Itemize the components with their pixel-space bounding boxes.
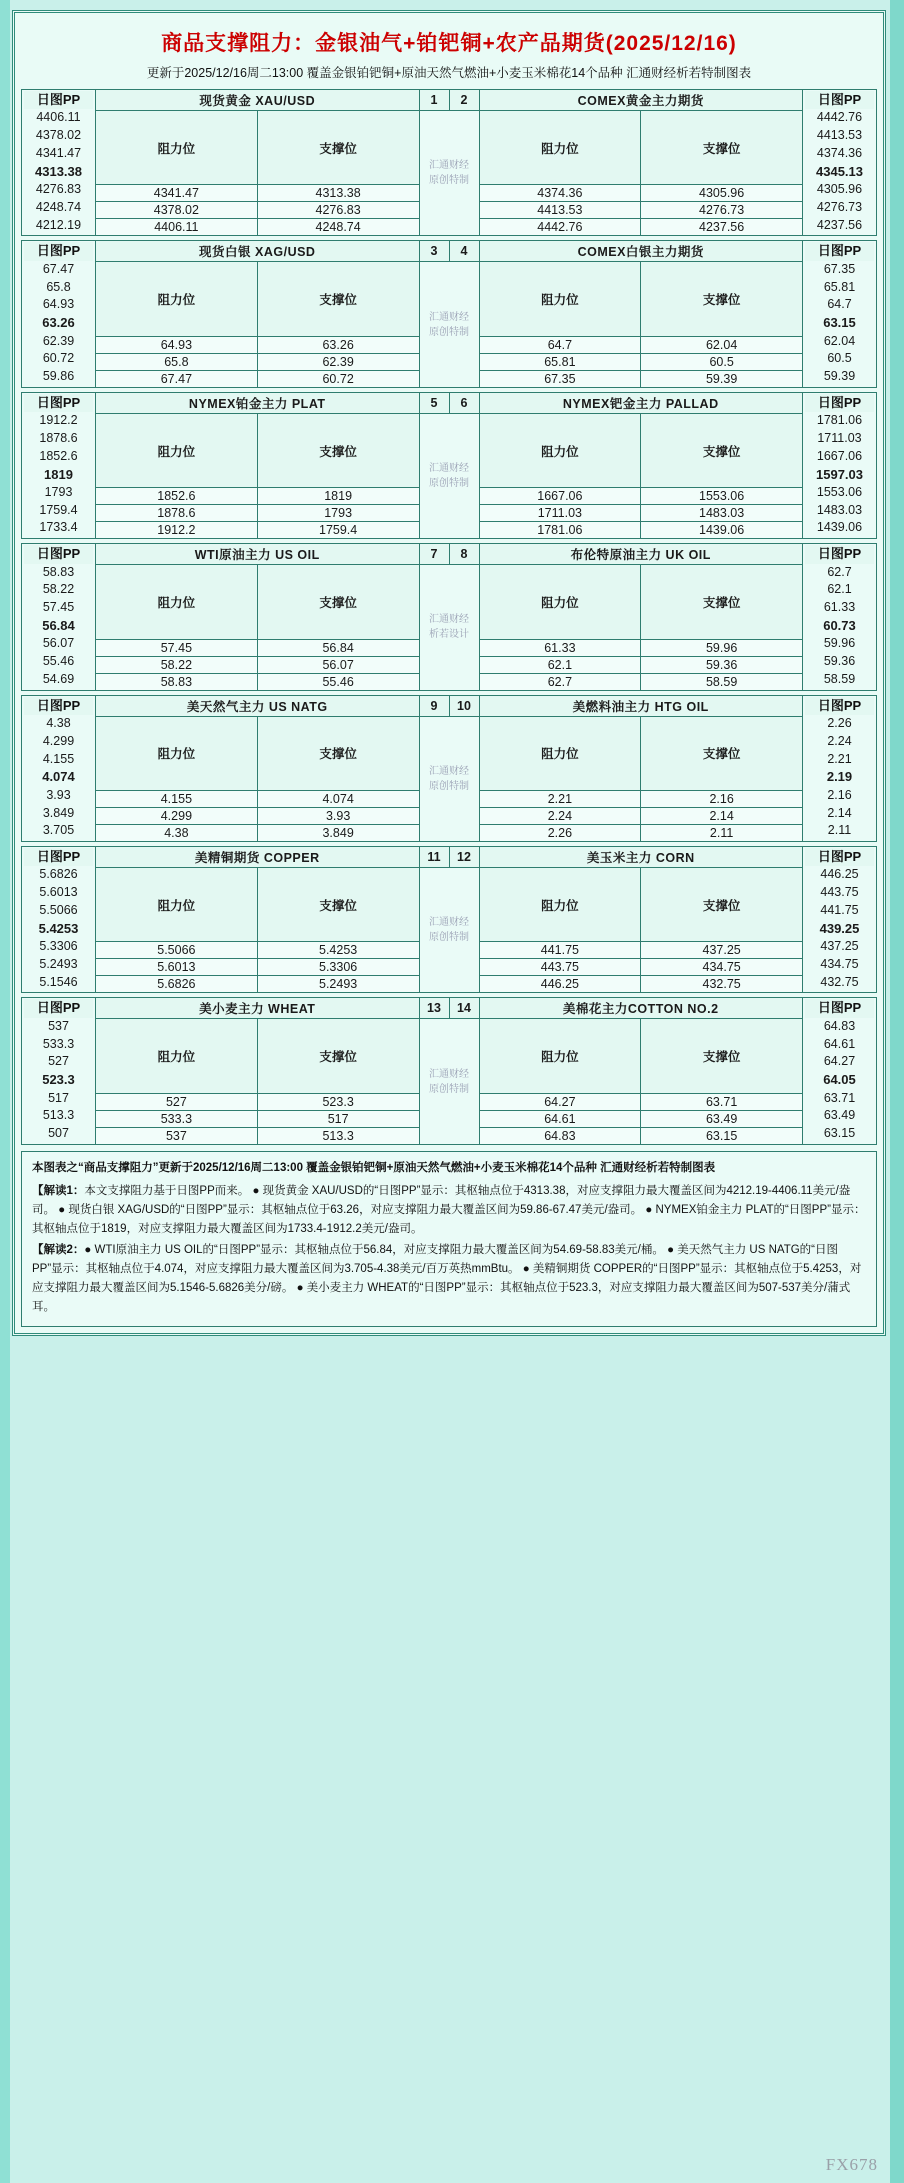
watermark-center: 汇通财经 原创特制 [419, 413, 479, 538]
block-index-right: 2 [449, 90, 479, 111]
pp-value: 3.93 [46, 787, 71, 802]
resistance-value-left: 5.5066 [96, 942, 258, 959]
pp-value: 60.73 [823, 617, 856, 633]
col-header-support-right: 支撑位 [641, 1019, 803, 1093]
pp-value: 1759.4 [39, 502, 78, 517]
pp-value: 64.61 [823, 1036, 856, 1051]
resistance-value-left: 58.22 [96, 656, 258, 673]
pp-header-left: 日图PP [24, 848, 93, 866]
pp-value: 4276.73 [816, 199, 863, 214]
blocks-container [21, 89, 877, 1145]
pp-value: 64.83 [823, 1018, 856, 1033]
pp-header-right: 日图PP [805, 848, 874, 866]
pp-value: 65.81 [823, 279, 856, 294]
pp-value: 55.46 [42, 654, 75, 669]
pp-column-right [803, 392, 877, 538]
col-header-resistance-left: 阻力位 [96, 716, 258, 790]
pp-value: 1781.06 [816, 413, 863, 428]
block-index-right: 14 [449, 998, 479, 1019]
pp-value: 62.1 [827, 582, 852, 597]
instrument-block [21, 89, 877, 236]
col-header-resistance-right: 阻力位 [479, 716, 641, 790]
pp-header-right: 日图PP [805, 999, 874, 1017]
pp-header-right: 日图PP [805, 697, 874, 715]
footnote-note-2 [32, 1241, 866, 1317]
resistance-value-left: 527 [96, 1093, 258, 1110]
resistance-value-right: 61.33 [479, 639, 641, 656]
resistance-value-right: 2.21 [479, 791, 641, 808]
pp-value: 2.24 [827, 733, 852, 748]
pp-value: 2.21 [827, 751, 852, 766]
pp-value: 1483.03 [816, 502, 863, 517]
pp-value: 513.3 [42, 1108, 75, 1123]
pp-value: 1819 [44, 466, 73, 482]
pp-value: 59.39 [823, 369, 856, 384]
resistance-value-left: 4378.02 [96, 202, 258, 219]
pp-value: 432.75 [820, 974, 859, 989]
col-header-support-left: 支撑位 [257, 111, 419, 185]
watermark-center: 汇通财经 析若设计 [419, 565, 479, 690]
resistance-value-right: 446.25 [479, 976, 641, 993]
pp-value: 64.27 [823, 1054, 856, 1069]
resistance-value-left: 65.8 [96, 353, 258, 370]
support-value-left: 3.93 [257, 808, 419, 825]
pp-value: 4313.38 [35, 163, 82, 179]
support-value-left: 4.074 [257, 791, 419, 808]
pp-value: 59.36 [823, 654, 856, 669]
support-value-left: 62.39 [257, 353, 419, 370]
pp-value: 537 [48, 1018, 69, 1033]
pp-value: 1667.06 [816, 448, 863, 463]
resistance-value-right: 4374.36 [479, 185, 641, 202]
pp-value: 5.1546 [39, 974, 78, 989]
pp-value: 2.19 [826, 769, 853, 785]
pp-value: 64.7 [827, 297, 852, 312]
footnote-box [21, 1151, 877, 1327]
resistance-value-left: 5.6826 [96, 976, 258, 993]
pp-column-left [22, 544, 96, 690]
block-index-left: 13 [419, 998, 449, 1019]
support-value-right: 2.16 [641, 791, 803, 808]
instrument-name-left: WTI原油主力 US OIL [96, 544, 420, 565]
support-value-right: 1483.03 [641, 505, 803, 522]
resistance-value-left: 58.83 [96, 673, 258, 690]
pp-value: 56.07 [42, 636, 75, 651]
resistance-value-right: 62.7 [479, 673, 641, 690]
pp-column-left [22, 90, 96, 236]
pp-column-right [803, 90, 877, 236]
col-header-support-left: 支撑位 [257, 716, 419, 790]
instrument-name-right: 美棉花主力COTTON NO.2 [479, 998, 803, 1019]
pp-value: 59.86 [42, 369, 75, 384]
pp-value: 4374.36 [816, 145, 863, 160]
pp-column-left [22, 392, 96, 538]
pp-value: 64.05 [823, 1072, 856, 1088]
resistance-value-right: 1711.03 [479, 505, 641, 522]
pp-value: 437.25 [820, 939, 859, 954]
pp-value: 4345.13 [816, 163, 863, 179]
pp-column-right [803, 241, 877, 387]
instrument-name-right: NYMEX钯金主力 PALLAD [479, 392, 803, 413]
block-index-right: 12 [449, 847, 479, 868]
pp-value: 4.38 [46, 716, 71, 731]
pp-value: 63.15 [823, 315, 856, 331]
col-header-resistance-right: 阻力位 [479, 413, 641, 487]
support-value-right: 4305.96 [641, 185, 803, 202]
support-value-right: 1553.06 [641, 488, 803, 505]
col-header-resistance-left: 阻力位 [96, 565, 258, 639]
support-value-right: 59.39 [641, 370, 803, 387]
support-value-right: 1439.06 [641, 522, 803, 539]
block-index-left: 7 [419, 544, 449, 565]
pp-value: 4406.11 [36, 110, 81, 125]
block-index-right: 8 [449, 544, 479, 565]
pp-value: 62.7 [827, 564, 852, 579]
pp-value: 3.705 [42, 823, 75, 838]
support-value-right: 63.15 [641, 1127, 803, 1144]
page-subtitle: 更新于2025/12/16周二13:00 覆盖金银铂钯铜+原油天然气燃油+小麦玉米棉花14个品种 汇通财经析若特制图表 [146, 66, 752, 80]
support-value-right: 2.14 [641, 808, 803, 825]
pp-value: 5.2493 [39, 956, 78, 971]
block-index-right: 6 [449, 392, 479, 413]
pp-header-right: 日图PP [805, 394, 874, 412]
pp-value: 67.35 [823, 261, 856, 276]
col-header-resistance-left: 阻力位 [96, 868, 258, 942]
pp-value: 2.11 [827, 823, 852, 838]
support-value-left: 5.4253 [257, 942, 419, 959]
resistance-value-left: 5.6013 [96, 959, 258, 976]
pp-value: 5.6826 [39, 867, 78, 882]
col-header-resistance-right: 阻力位 [479, 565, 641, 639]
resistance-value-left: 67.47 [96, 370, 258, 387]
col-header-support-left: 支撑位 [257, 413, 419, 487]
support-value-left: 56.07 [257, 656, 419, 673]
pp-value: 5.3306 [39, 939, 78, 954]
col-header-support-right: 支撑位 [641, 868, 803, 942]
pp-value: 439.25 [819, 920, 860, 936]
support-value-left: 523.3 [257, 1093, 419, 1110]
instrument-name-left: 美天然气主力 US NATG [96, 695, 420, 716]
pp-value: 441.75 [820, 902, 859, 917]
pp-header-left: 日图PP [24, 697, 93, 715]
pp-value: 63.26 [42, 315, 75, 331]
pp-column-left [22, 695, 96, 841]
instrument-block [21, 240, 877, 387]
pp-column-right [803, 695, 877, 841]
pp-value: 4378.02 [35, 128, 82, 143]
support-value-left: 5.2493 [257, 976, 419, 993]
pp-value: 4442.76 [816, 110, 863, 125]
block-index-left: 11 [419, 847, 449, 868]
support-value-right: 63.49 [641, 1110, 803, 1127]
pp-header-left: 日图PP [24, 999, 93, 1017]
resistance-value-right: 64.83 [479, 1127, 641, 1144]
pp-header-left: 日图PP [24, 91, 93, 109]
pp-value: 533.3 [42, 1036, 75, 1051]
pp-value: 523.3 [42, 1072, 75, 1088]
pp-column-right [803, 847, 877, 993]
instrument-name-right: COMEX黄金主力期货 [479, 90, 803, 111]
pp-value: 63.15 [823, 1126, 856, 1141]
pp-value: 4248.74 [35, 199, 82, 214]
watermark-center: 汇通财经 原创特制 [419, 111, 479, 236]
block-index-right: 10 [449, 695, 479, 716]
block-index-left: 3 [419, 241, 449, 262]
resistance-value-right: 62.1 [479, 656, 641, 673]
chart-frame [12, 10, 886, 1336]
footnote-note-1-text: 本文支撑阻力基于日图PP而来。 ● 现货黄金 XAU/USD的“日图PP”显示：其枢轴点位于4313.38，对应支撑阻力最大覆盖区间为4212.19-4406.11美元/盎司。 ● 现货白银 XAG/USD的“日图PP”显示：其枢轴点位于63.26，对应支撑阻力最大覆盖区间为59.86-67.47美元/盎司。 ● NYMEX铂金主力 PLAT的“日图PP”显示：其枢轴点位于1819，对应支撑阻力最大覆盖区间为1733.4-1912.2美元/盎司。 [32, 1184, 866, 1235]
pp-header-left: 日图PP [24, 545, 93, 563]
instrument-name-left: 现货黄金 XAU/USD [96, 90, 420, 111]
pp-value: 446.25 [820, 867, 859, 882]
pp-value: 4.299 [42, 733, 75, 748]
pp-value: 4237.56 [816, 217, 863, 232]
col-header-resistance-right: 阻力位 [479, 111, 641, 185]
footnote-note-2-text: ● WTI原油主力 US OIL的“日图PP”显示：其枢轴点位于56.84，对应支撑阻力最大覆盖区间为54.69-58.83美元/桶。 ● 美天然气主力 US NATG的“日图PP”显示：其枢轴点位于4.074，对应支撑阻力最大覆盖区间为3.705-4.38美元/百万英热mmBtu。 ● 美精铜期货 COPPER的“日图PP”显示：其枢轴点位于5.4253，对应支撑阻力最大覆盖区间为5.1546-5.6826美分/磅。 ● 美小麦主力 WHEAT的“日图PP”显示：其枢轴点位于523.3，对应支撑阻力最大覆盖区间为507-537美分/蒲式耳。 [32, 1243, 862, 1313]
footnote-note-1 [32, 1182, 866, 1239]
pp-value: 57.45 [42, 600, 75, 615]
resistance-value-left: 537 [96, 1127, 258, 1144]
watermark-center: 汇通财经 原创特制 [419, 262, 479, 387]
col-header-support-left: 支撑位 [257, 1019, 419, 1093]
pp-header-right: 日图PP [805, 242, 874, 260]
pp-value: 1852.6 [39, 448, 78, 463]
support-value-left: 513.3 [257, 1127, 419, 1144]
support-value-left: 63.26 [257, 336, 419, 353]
pp-value: 1793 [44, 484, 73, 499]
support-value-right: 4276.73 [641, 202, 803, 219]
pp-value: 4212.19 [35, 217, 82, 232]
support-value-right: 58.59 [641, 673, 803, 690]
resistance-value-left: 533.3 [96, 1110, 258, 1127]
resistance-value-left: 4.155 [96, 791, 258, 808]
support-value-left: 60.72 [257, 370, 419, 387]
resistance-value-right: 4442.76 [479, 219, 641, 236]
pp-value: 54.69 [42, 671, 75, 686]
watermark-center: 汇通财经 原创特制 [419, 716, 479, 841]
col-header-support-right: 支撑位 [641, 413, 803, 487]
pp-value: 58.83 [42, 564, 75, 579]
resistance-value-right: 64.27 [479, 1093, 641, 1110]
pp-value: 58.22 [42, 582, 75, 597]
resistance-value-right: 64.61 [479, 1110, 641, 1127]
block-index-left: 9 [419, 695, 449, 716]
instrument-name-right: 布伦特原油主力 UK OIL [479, 544, 803, 565]
resistance-value-right: 2.26 [479, 825, 641, 842]
pp-value: 1553.06 [816, 484, 863, 499]
instrument-name-left: 美精铜期货 COPPER [96, 847, 420, 868]
footnote-note-1-label: 【解读1： [32, 1184, 85, 1197]
pp-column-left [22, 241, 96, 387]
pp-value: 434.75 [820, 956, 859, 971]
col-header-resistance-right: 阻力位 [479, 868, 641, 942]
support-value-left: 1759.4 [257, 522, 419, 539]
instrument-block [21, 392, 877, 539]
pp-header-right: 日图PP [805, 545, 874, 563]
resistance-value-right: 4413.53 [479, 202, 641, 219]
pp-value: 60.72 [42, 351, 75, 366]
pp-column-right [803, 998, 877, 1144]
support-value-right: 63.71 [641, 1093, 803, 1110]
instrument-name-right: 美燃料油主力 HTG OIL [479, 695, 803, 716]
col-header-resistance-left: 阻力位 [96, 413, 258, 487]
pp-header-left: 日图PP [24, 394, 93, 412]
resistance-value-right: 1667.06 [479, 488, 641, 505]
block-index-right: 4 [449, 241, 479, 262]
resistance-value-right: 1781.06 [479, 522, 641, 539]
pp-value: 2.16 [827, 787, 852, 802]
support-value-right: 2.11 [641, 825, 803, 842]
support-value-right: 4237.56 [641, 219, 803, 236]
pp-value: 67.47 [42, 261, 75, 276]
instrument-name-left: NYMEX铂金主力 PLAT [96, 392, 420, 413]
pp-value: 3.849 [42, 805, 75, 820]
support-value-right: 434.75 [641, 959, 803, 976]
support-value-right: 432.75 [641, 976, 803, 993]
support-value-left: 3.849 [257, 825, 419, 842]
resistance-value-left: 1852.6 [96, 488, 258, 505]
pp-value: 1597.03 [816, 466, 863, 482]
resistance-value-right: 443.75 [479, 959, 641, 976]
resistance-value-left: 4341.47 [96, 185, 258, 202]
pp-value: 5.6013 [39, 885, 78, 900]
support-value-right: 59.36 [641, 656, 803, 673]
pp-value: 59.96 [823, 636, 856, 651]
pp-column-right [803, 544, 877, 690]
instrument-block [21, 695, 877, 842]
support-value-left: 1793 [257, 505, 419, 522]
pp-value: 1733.4 [39, 520, 78, 535]
pp-value: 1912.2 [39, 413, 78, 428]
support-value-left: 55.46 [257, 673, 419, 690]
support-value-left: 56.84 [257, 639, 419, 656]
pp-value: 4.074 [42, 769, 75, 785]
col-header-support-right: 支撑位 [641, 111, 803, 185]
pp-value: 1878.6 [39, 431, 78, 446]
block-index-left: 1 [419, 90, 449, 111]
pp-value: 4276.83 [35, 182, 82, 197]
col-header-resistance-left: 阻力位 [96, 111, 258, 185]
resistance-value-right: 67.35 [479, 370, 641, 387]
resistance-value-left: 64.93 [96, 336, 258, 353]
resistance-value-right: 2.24 [479, 808, 641, 825]
pp-column-left [22, 998, 96, 1144]
instrument-block [21, 846, 877, 993]
resistance-value-left: 4406.11 [96, 219, 258, 236]
support-value-left: 517 [257, 1110, 419, 1127]
resistance-value-left: 4.38 [96, 825, 258, 842]
site-logo: FX678 [825, 2155, 878, 2174]
pp-value: 1439.06 [816, 520, 863, 535]
resistance-value-right: 64.7 [479, 336, 641, 353]
support-value-left: 4248.74 [257, 219, 419, 236]
pp-value: 2.26 [827, 716, 852, 731]
instrument-name-right: 美玉米主力 CORN [479, 847, 803, 868]
resistance-value-left: 1912.2 [96, 522, 258, 539]
pp-column-left [22, 847, 96, 993]
instrument-name-left: 美小麦主力 WHEAT [96, 998, 420, 1019]
instrument-block [21, 543, 877, 690]
col-header-support-right: 支撑位 [641, 565, 803, 639]
pp-value: 4305.96 [816, 182, 863, 197]
pp-value: 63.49 [823, 1108, 856, 1123]
support-value-right: 62.04 [641, 336, 803, 353]
support-value-right: 60.5 [641, 353, 803, 370]
resistance-value-right: 441.75 [479, 942, 641, 959]
instrument-name-left: 现货白银 XAG/USD [96, 241, 420, 262]
support-value-left: 1819 [257, 488, 419, 505]
pp-value: 517 [48, 1090, 69, 1105]
pp-value: 4413.53 [816, 128, 863, 143]
pp-value: 4.155 [42, 751, 75, 766]
footnote-note-2-label: 【解读2： [32, 1243, 85, 1256]
pp-value: 4341.47 [35, 145, 82, 160]
pp-value: 2.14 [827, 805, 852, 820]
pp-value: 56.84 [42, 617, 75, 633]
resistance-value-right: 65.81 [479, 353, 641, 370]
pp-value: 65.8 [46, 279, 71, 294]
col-header-support-left: 支撑位 [257, 262, 419, 336]
pp-value: 58.59 [823, 671, 856, 686]
pp-value: 62.04 [823, 333, 856, 348]
pp-header-right: 日图PP [805, 91, 874, 109]
col-header-resistance-right: 阻力位 [479, 262, 641, 336]
pp-value: 5.5066 [39, 902, 78, 917]
col-header-resistance-right: 阻力位 [479, 1019, 641, 1093]
resistance-value-left: 1878.6 [96, 505, 258, 522]
support-value-left: 5.3306 [257, 959, 419, 976]
col-header-resistance-left: 阻力位 [96, 262, 258, 336]
support-value-right: 59.96 [641, 639, 803, 656]
watermark-center: 汇通财经 原创特制 [419, 868, 479, 993]
pp-value: 62.39 [42, 333, 75, 348]
col-header-resistance-left: 阻力位 [96, 1019, 258, 1093]
pp-value: 60.5 [827, 351, 852, 366]
support-value-left: 4313.38 [257, 185, 419, 202]
col-header-support-left: 支撑位 [257, 868, 419, 942]
pp-value: 64.93 [42, 297, 75, 312]
col-header-support-right: 支撑位 [641, 262, 803, 336]
support-value-right: 437.25 [641, 942, 803, 959]
pp-value: 1711.03 [817, 431, 862, 446]
footnote-head: 本图表之“商品支撑阻力”更新于2025/12/16周二13:00 覆盖金银铂钯铜+原油天然气燃油+小麦玉米棉花14个品种 汇通财经析若特制图表 [32, 1161, 716, 1174]
pp-value: 61.33 [823, 600, 856, 615]
resistance-value-left: 57.45 [96, 639, 258, 656]
page-title: 商品支撑阻力：金银油气+铂钯铜+农产品期货(2025/12/16) [161, 32, 737, 55]
instrument-name-right: COMEX白银主力期货 [479, 241, 803, 262]
pp-header-left: 日图PP [24, 242, 93, 260]
pp-value: 443.75 [820, 885, 859, 900]
support-value-left: 4276.83 [257, 202, 419, 219]
pp-value: 527 [48, 1054, 69, 1069]
resistance-value-left: 4.299 [96, 808, 258, 825]
watermark-center: 汇通财经 原创特制 [419, 1019, 479, 1144]
block-index-left: 5 [419, 392, 449, 413]
pp-value: 5.4253 [38, 920, 79, 936]
col-header-support-left: 支撑位 [257, 565, 419, 639]
col-header-support-right: 支撑位 [641, 716, 803, 790]
pp-value: 63.71 [823, 1090, 856, 1105]
instrument-block [21, 997, 877, 1144]
pp-value: 507 [48, 1126, 69, 1141]
